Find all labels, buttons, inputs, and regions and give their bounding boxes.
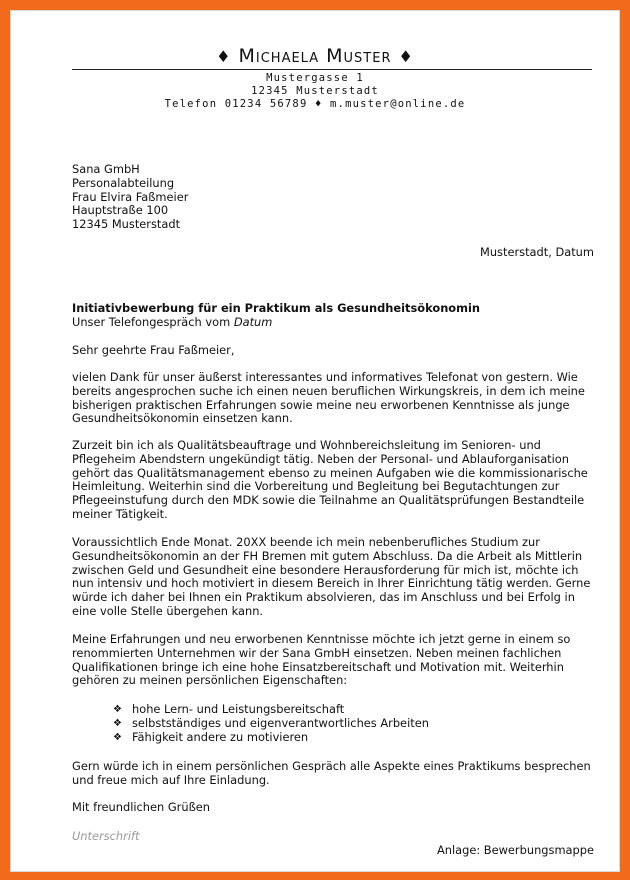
recipient-street: Hauptstraße 100 — [72, 203, 169, 218]
subject-reference — [72, 316, 594, 330]
header-divider — [72, 69, 592, 70]
sender-city: 12345 Musterstadt — [251, 85, 379, 97]
recipient-address — [72, 163, 594, 232]
recipient-city: 12345 Musterstadt — [72, 217, 181, 232]
subject-reference-date: Datum — [233, 314, 273, 329]
list-item: ❖ hohe Lern- und Leistungsbereitschaft — [113, 702, 345, 716]
diamond-icon: ♦ — [216, 47, 232, 66]
sender-name-heading — [11, 45, 619, 67]
recipient-company: Sana GmbH — [72, 162, 140, 176]
sender-street: Mustergasse 1 — [266, 72, 364, 84]
attachment-note: Anlage: Bewerbungsmappe — [436, 843, 594, 857]
paragraph-5: Gern würde ich in einem persönlichen Gespräch alle Aspekte eines Praktikums besprechen und freue mich auf Ihre Einladung. — [72, 759, 591, 787]
bullet-diamond-icon: ❖ — [113, 704, 122, 715]
recipient-contact: Frau Elvira Faßmeier — [72, 189, 189, 204]
subject-reference-prefix: Unser Telefongespräch vom — [72, 314, 234, 329]
closing: Mit freundlichen Grüßen — [72, 800, 210, 814]
recipient-department: Personalabteilung — [72, 175, 175, 190]
bullet-diamond-icon: ❖ — [113, 731, 122, 743]
sender-name: Michaela Muster — [238, 45, 392, 67]
subject-title: Initiativbewerbung für ein Praktikum als Gesundheitsökonomin — [72, 301, 481, 315]
signature: Unterschrift — [72, 829, 140, 843]
paragraph-3: Voraussichtlich Ende Monat. 20XX beende ich mein nebenberufliches Studium zur Gesundheitsökonomin an der FH Bremen mit gutem Abschluss. Da die Arbeit als Mittlerin zwischen Geld und Gesundheit eine besondere Herausforderung für mich ist, möchte ich nun intensiv und hoch motiviert in diesem Bereich in Ihrer Einrichtung tätig werden. Gerne würde ich daher bei Ihnen ein Praktikum absolvieren, das im Anschluss und bei Erfolg in eine volle Stelle übergehen kann. — [72, 535, 591, 618]
list-item: ❖ Fähigkeit andere zu motivieren — [113, 729, 309, 744]
bullet-diamond-icon: ❖ — [113, 717, 122, 729]
diamond-icon: ♦ — [398, 47, 414, 66]
paragraph-1: vielen Dank für unser äußerst interessantes und informatives Telefonat von gestern. Wie bereits angesprochen suche ich einen neuen beruflichen Wirkungskreis, in dem ich meine bisherigen praktischen Erfahrungen sowie meine neu erworbenen Kenntnisse als junge Gesundheitsökonomin einsetzen kann. — [72, 370, 585, 426]
letter-page — [10, 10, 620, 872]
paragraph-2: Zurzeit bin ich als Qualitätsbeauftrage und Wohnbereichsleitung im Senioren- und Pflegeheim Abendstern ungekündigt tätig. Neben der Personal- und Ablauforganisation gehört das Qualitätsmanagement ebenso zu meinen Aufgaben wie die kommissionarische Heimleitung. Weiterhin sind die Vorbereitung und Begleitung bei Begutachtungen zur Pflegeeinstufung durch den MDK sowie die Teilnahme an Qualitätsprüfungen Bestandteile meiner Tätigkeit. — [72, 438, 588, 521]
paragraph-4: Meine Erfahrungen und neu erworbenen Kenntnisse möchte ich jetzt gerne in einem so renommierten Unternehmen wir der Sana GmbH einsetzen. Neben meinen fachlichen Qualifikationen bringe ich eine hohe Einsatzbereitschaft und Motivation mit. Weiterhin gehören zu meinen persönlichen Eigenschaften: — [72, 632, 571, 688]
qualities-list — [72, 703, 594, 744]
subject-block — [72, 302, 594, 330]
list-item: ❖ selbstständiges und eigenverantwortliches Arbeiten — [113, 715, 429, 730]
salutation: Sehr geehrte Frau Faßmeier, — [72, 343, 235, 357]
sender-phone-email: Telefon 01234 56789 ♦ m.muster@online.de — [164, 98, 466, 110]
place-date: Musterstadt, Datum — [480, 245, 594, 259]
